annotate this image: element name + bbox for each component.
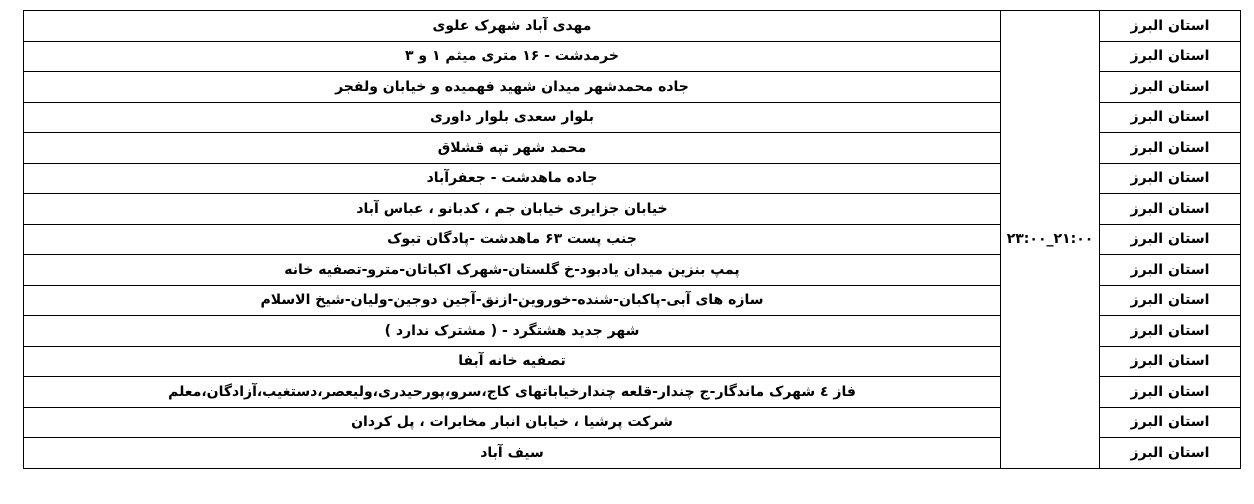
province-cell: استان البرز [1100,133,1241,164]
address-cell: جنب پست ۶۳ ماهدشت -پادگان تبوک [24,224,1001,255]
address-cell: خیابان جزایری خیابان جم ، کدبانو ، عباس آباد [24,194,1001,225]
outage-schedule-table [23,10,1241,469]
province-cell: استان البرز [1100,72,1241,103]
province-cell: استان البرز [1100,438,1241,469]
address-cell: محمد شهر تپه قشلاق [24,133,1001,164]
address-cell: مهدی آباد شهرک علوی [24,11,1001,42]
province-cell: استان البرز [1100,285,1241,316]
address-cell: سازه های آبی-پاکبان-شنده-خوروین-ازنق-آجین دوجین-ولیان-شیخ الاسلام [24,285,1001,316]
time-range-cell: ۲۱:۰۰_۲۳:۰۰ [1001,11,1100,469]
province-cell: استان البرز [1100,377,1241,408]
province-cell: استان البرز [1100,41,1241,72]
province-cell: استان البرز [1100,163,1241,194]
table-row [24,11,1241,42]
province-cell: استان البرز [1100,102,1241,133]
province-cell: استان البرز [1100,316,1241,347]
address-cell: خرمدشت - ۱۶ متری میثم ۱ و ۳ [24,41,1001,72]
address-cell: تصفیه خانه آبفا [24,346,1001,377]
address-cell: جاده محمدشهر میدان شهید فهمیده و خیابان ولفجر [24,72,1001,103]
province-cell: استان البرز [1100,11,1241,42]
address-cell: شهر جدید هشتگرد - ( مشترک ندارد ) [24,316,1001,347]
address-cell: شرکت پرشیا ، خیابان انبار مخابرات ، پل کردان [24,407,1001,438]
address-cell: فاز ٤ شهرک ماندگار-ج چندار-قلعه چندارخیاباتهای کاج،سرو،پورحیدری،ولیعصر،دستغیب،آزادگان،معلم [24,377,1001,408]
address-cell: جاده ماهدشت - جعفرآباد [24,163,1001,194]
province-cell: استان البرز [1100,255,1241,286]
province-cell: استان البرز [1100,194,1241,225]
address-cell: پمپ بنزین میدان یادبود-خ گلستان-شهرک اکباتان-مترو-تصفیه خانه [24,255,1001,286]
province-cell: استان البرز [1100,346,1241,377]
address-cell: سیف آباد [24,438,1001,469]
province-cell: استان البرز [1100,224,1241,255]
province-cell: استان البرز [1100,407,1241,438]
address-cell: بلوار سعدی بلوار داوری [24,102,1001,133]
